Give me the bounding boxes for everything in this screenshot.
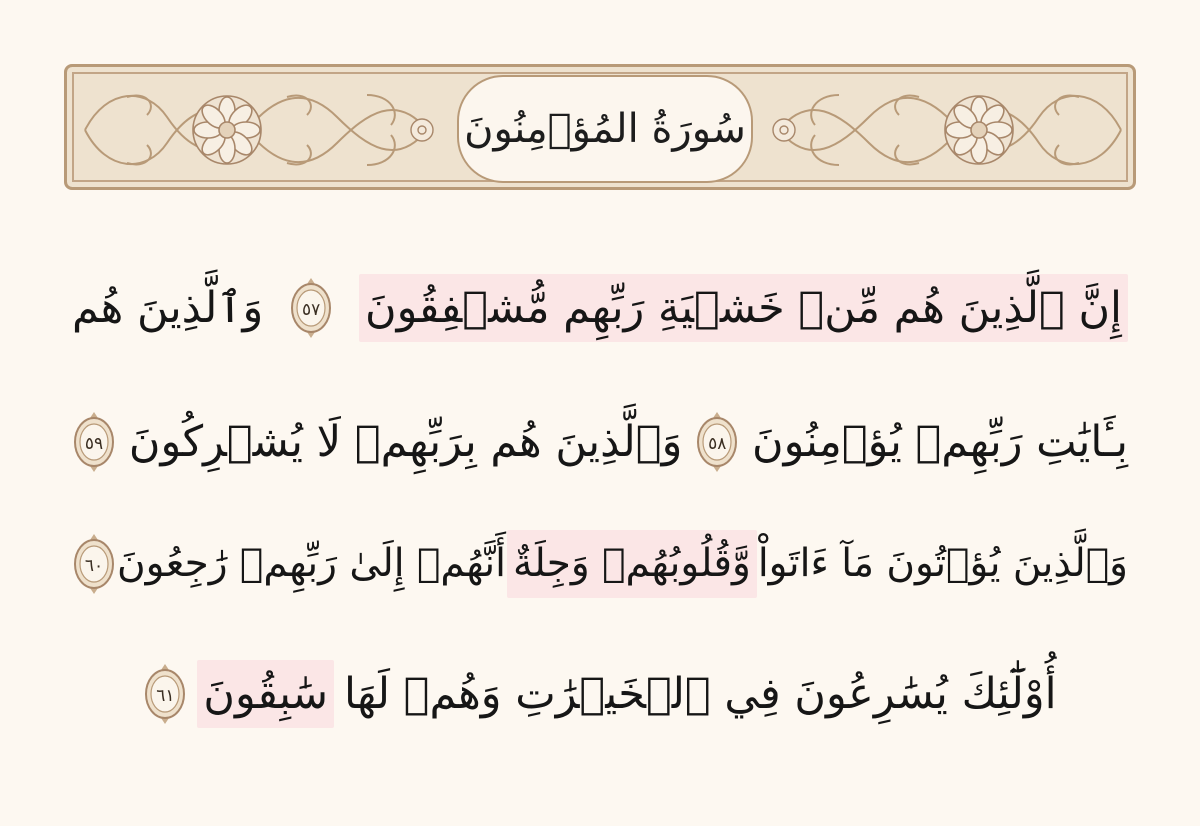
- verse-text: وَٱلَّذِينَ هُم بِرَبِّهِمۡ لَا يُشۡرِكُونَ: [128, 417, 683, 467]
- ayah-marker-57: [289, 276, 333, 340]
- verse-line-2: [72, 392, 1128, 492]
- verse-line-3: [72, 514, 1128, 614]
- verse-text: إِنَّ ٱلَّذِينَ هُم مِّنۡ خَشۡيَةِ رَبِّهِم مُّشۡفِقُونَ: [359, 274, 1128, 342]
- verse-line-1: [72, 258, 1128, 358]
- verse-text: وَٱلَّذِينَ يُؤۡتُونَ مَآ ءَاتَواْ: [757, 541, 1128, 586]
- verse-text: أَنَّهُمۡ إِلَىٰ رَبِّهِمۡ رَٰجِعُونَ: [116, 541, 506, 586]
- title-cartouche: [457, 75, 753, 183]
- verse-text: أُوْلَٰٓئِكَ يُسَٰرِعُونَ فِي ٱلۡخَيۡرَٰتِ وَهُمۡ لَهَا: [343, 669, 1057, 719]
- ayah-number: ٥٧: [302, 300, 321, 320]
- verse-text: بِـَٔايَٰتِ رَبِّهِمۡ يُؤۡمِنُونَ: [752, 417, 1128, 467]
- verse-line-4: [72, 644, 1128, 744]
- ayah-number: ٦١: [156, 686, 175, 706]
- ayah-number: ٦٠: [84, 556, 104, 576]
- ayah-marker-61: [143, 662, 187, 726]
- ayah-number: ٥٨: [708, 434, 727, 454]
- verse-text-highlighted: وَّقُلُوبُهُمۡ وَجِلَةٌ: [507, 530, 757, 598]
- surah-title: سُورَةُ المُؤۡمِنُونَ: [464, 106, 746, 152]
- surah-header-banner: [64, 64, 1136, 190]
- ayah-marker-60: [72, 532, 116, 596]
- ayah-marker-58: [695, 410, 739, 474]
- ayah-marker-59: [72, 410, 116, 474]
- verse-text: وَٱلَّذِينَ هُم: [72, 283, 264, 333]
- ayah-number: ٥٩: [84, 434, 104, 454]
- verse-text-highlighted: سَٰبِقُونَ: [197, 660, 334, 728]
